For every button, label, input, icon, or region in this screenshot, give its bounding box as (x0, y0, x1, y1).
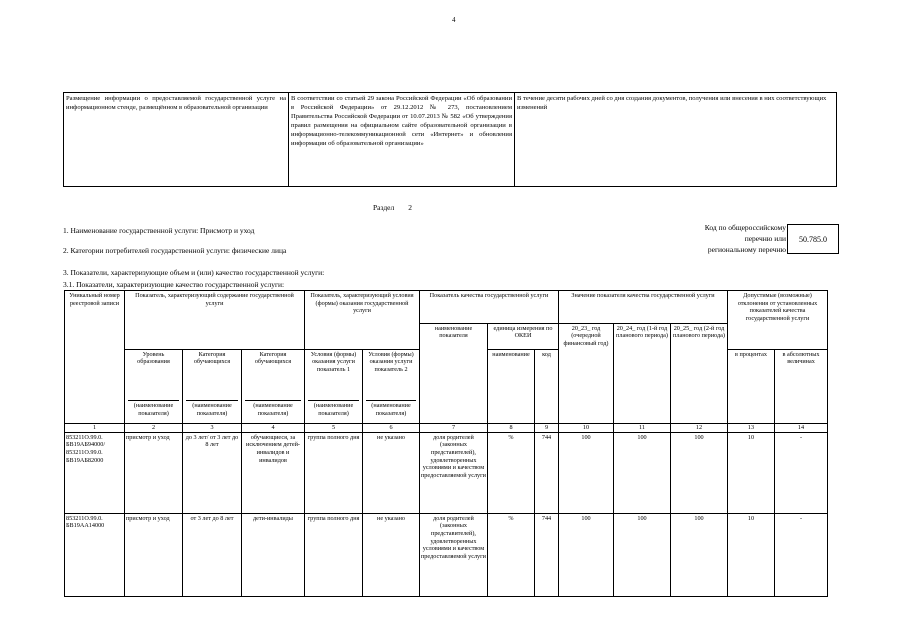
column-index: 3 (183, 423, 242, 432)
header-indicator-name: наименование показателя (420, 323, 488, 423)
header-deviation: Допустимые (возможные) отклонения от установленных показателей качества государственной услуги (728, 291, 828, 324)
service-name: 1. Наименование государственной услуги: Присмотр и уход (63, 226, 255, 235)
page-number: 4 (452, 16, 456, 24)
column-index: 12 (671, 423, 728, 432)
info-frequency-cell: В течение десяти рабочих дней со дня создания документов, получения или внесения в них соответствующих изменений (517, 95, 827, 111)
code-label (676, 222, 786, 255)
cell-registry: 853211О.99.0. БВ19АА14000 (65, 513, 125, 596)
column-index: 9 (535, 423, 559, 432)
header-conditions-spacer (305, 323, 420, 349)
column-index: 4 (242, 423, 305, 432)
cell-registry: 853211О.99.0. БВ19АБ94000/ 853211О.99.0. БВ19АБ82000 (65, 432, 125, 513)
header-quality: Показатель качества государственной услуги (420, 291, 559, 324)
header-content: Показатель, характеризующий содержание государственной услуги (125, 291, 305, 324)
info-content-cell: В соответствии со статьей 29 закона Российской Федерации «Об образовании в Российской Федерации» от 29.12.2012 № 273, постановлением Правительства Российской Федерации от 10.07.2013 № 582 «Об утверждения правил размещения на официальном сайте образовательной организации в информационно-телекоммуникационной сети «Интернет» и обновления информации об образовательной организации» (289, 93, 515, 186)
cell-form-1: группа полного дня (305, 513, 363, 596)
cell-content-2: от 3 лет до 8 лет (183, 513, 242, 596)
header-year-2: 20_24_ год (1-й год планового периода) (614, 323, 671, 423)
cell-unit-code: 744 (535, 513, 559, 596)
cell-year-1: 100 (559, 432, 614, 513)
cell-absolute: - (775, 513, 828, 596)
code-label-line2: перечню или (744, 234, 786, 243)
header-conditions: Показатель, характеризующий условия (формы) оказания государственной услуги (305, 291, 420, 324)
header-form-1-sub: (наименование показателя) (305, 399, 363, 423)
header-content-2-sub: (наименование показателя) (183, 399, 242, 423)
cell-year-2: 100 (614, 513, 671, 596)
header-year-3: 20_25_ год (2-й год планового периода) (671, 323, 728, 423)
column-index: 8 (488, 423, 535, 432)
column-index: 13 (728, 423, 775, 432)
cell-indicator: доля родителей (законных представителей), удовлетворенных условиями и качеством предоставляемой услуги (420, 432, 488, 513)
cell-percent: 10 (728, 513, 775, 596)
table-row (65, 432, 828, 513)
info-method-cell: Размещение информации о предоставляемой государственной услуге на информационном стенде, размещённом в образовательной организации (64, 93, 289, 186)
header-form-1: Условия (формы) оказания услуги показатель 1 (305, 349, 363, 399)
quality-indicators-table (64, 290, 828, 597)
consumer-categories: 2. Категории потребителей государственной услуги: физические лица (63, 246, 287, 255)
table-row (65, 513, 828, 596)
section-heading (373, 203, 412, 212)
header-unit-name: наименование (488, 349, 535, 423)
header-content-3: Категория обучающихся (242, 349, 305, 399)
cell-percent: 10 (728, 432, 775, 513)
code-value-box: 50.785.0 (787, 224, 839, 254)
cell-form-2: не указано (363, 513, 420, 596)
header-year-1: 20_23_ год (очередной финансовый год) (559, 323, 614, 423)
cell-year-3: 100 (671, 513, 728, 596)
header-deviation-spacer (728, 323, 828, 349)
column-index: 10 (559, 423, 614, 432)
header-content-3-sub: (наименование показателя) (242, 399, 305, 423)
cell-content-1: присмотр и уход (125, 432, 183, 513)
quality-indicators-heading: 3.1. Показатели, характеризующие качество государственной услуги: (63, 280, 285, 289)
cell-content-2: до 3 лет/ от 3 лет до 8 лет (183, 432, 242, 513)
column-index: 11 (614, 423, 671, 432)
header-values: Значение показателя качества государственной услуги (559, 291, 728, 324)
header-registry: Уникальный номер реестровой записи (65, 291, 125, 424)
column-index: 6 (363, 423, 420, 432)
header-form-2: Условия (формы) оказания услуги показатель 2 (363, 349, 420, 399)
cell-unit-code: 744 (535, 432, 559, 513)
header-content-1: Уровень образования (125, 349, 183, 399)
cell-indicator: доля родителей (законных представителей), удовлетворенных условиями и качеством предоставляемой услуги (420, 513, 488, 596)
column-index: 1 (65, 423, 125, 432)
header-content-1-sub: (наименование показателя) (125, 399, 183, 423)
cell-content-3: дети-инвалиды (242, 513, 305, 596)
cell-year-2: 100 (614, 432, 671, 513)
indicators-heading: 3. Показатели, характеризующие объем и (или) качество государственной услуги: (63, 268, 325, 277)
header-percent: в процентах (728, 349, 775, 423)
section-number: 2 (408, 203, 412, 212)
column-index: 7 (420, 423, 488, 432)
header-content-2: Категория обучающихся (183, 349, 242, 399)
cell-content-1: присмотр и уход (125, 513, 183, 596)
section-label: Раздел (373, 203, 395, 212)
cell-year-3: 100 (671, 432, 728, 513)
cell-absolute: - (775, 432, 828, 513)
header-form-2-sub: (наименование показателя) (363, 399, 420, 423)
code-label-line1: Код по общероссийскому (704, 223, 786, 232)
column-index: 2 (125, 423, 183, 432)
code-label-line3: региональному перечню (707, 245, 786, 254)
header-absolute: в абсолютных величинах (775, 349, 828, 423)
cell-unit: % (488, 513, 535, 596)
information-table (63, 92, 837, 187)
header-content-spacer (125, 323, 305, 349)
cell-content-3: обучающиеся, за исключением детей-инвалидов и инвалидов (242, 432, 305, 513)
cell-unit: % (488, 432, 535, 513)
header-unit-code: код (535, 349, 559, 423)
column-index-row (65, 423, 828, 432)
header-unit: единица измерения по ОКЕИ (488, 323, 559, 349)
cell-year-1: 100 (559, 513, 614, 596)
cell-form-1: группа полного дня (305, 432, 363, 513)
column-index: 5 (305, 423, 363, 432)
column-index: 14 (775, 423, 828, 432)
cell-form-2: не указано (363, 432, 420, 513)
